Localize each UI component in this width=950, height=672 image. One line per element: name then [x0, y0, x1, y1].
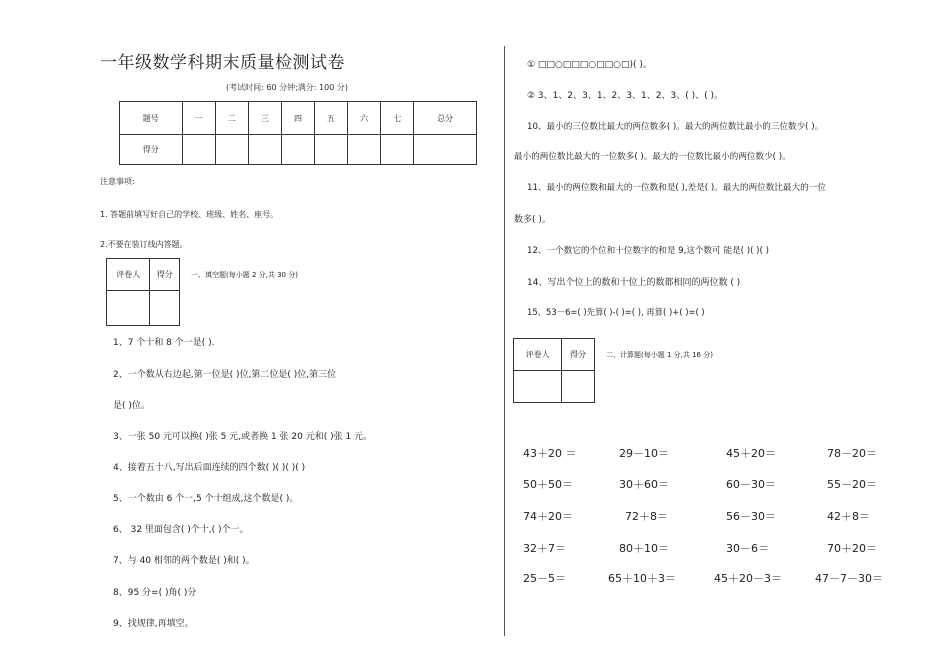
grader-box — [106, 258, 180, 326]
question: 6、 32 里面包含( )个十,( )个一。 — [113, 525, 249, 535]
question: 1、7 个十和 8 个一是( ). — [113, 338, 215, 348]
calc-item: 65＋10＋3＝ — [608, 572, 676, 585]
score-table-header-cell: 二 — [215, 102, 248, 135]
score-cell[interactable] — [315, 135, 348, 165]
calc-item: 43＋20 ＝ — [523, 447, 577, 460]
calc-item: 32＋7＝ — [523, 542, 566, 555]
score-table-header-cell: 题号 — [120, 102, 183, 135]
grader-label: 评卷人 — [514, 339, 562, 371]
note-item: 2.不要在装订线内答题。 — [100, 240, 188, 249]
calc-item: 45＋20－3＝ — [714, 572, 782, 585]
calc-item: 70＋20＝ — [827, 542, 877, 555]
grader-score-cell[interactable] — [562, 371, 595, 403]
grader-cell[interactable] — [107, 291, 150, 326]
question: ① □□○□□□○□□○□)( )。 — [527, 60, 652, 70]
calc-item: 60－30＝ — [726, 478, 776, 491]
score-table-header-cell: 三 — [248, 102, 281, 135]
grader-score-cell[interactable] — [150, 291, 180, 326]
calc-item: 80＋10＝ — [619, 542, 669, 555]
question: 11、最小的两位数和最大的一位数和是( ),差是( )。最大的两位数比最大的一位 — [527, 183, 826, 193]
calc-item: 45＋20＝ — [726, 447, 776, 460]
question: 2、一个数从右边起,第一位是( )位,第二位是( )位,第三位 — [113, 370, 337, 380]
score-cell[interactable] — [182, 135, 215, 165]
calc-item: 30＋60＝ — [619, 478, 669, 491]
question: ② 3、1、2、3、1、2、3、1、2、3、( )、( )。 — [527, 91, 723, 101]
question: 4、接着五十八,写出后面连续的四个数( )( )( )( ) — [113, 463, 306, 473]
calc-item: 72＋8＝ — [625, 510, 668, 523]
calc-item: 55－20＝ — [827, 478, 877, 491]
calc-item: 30－6＝ — [726, 542, 769, 555]
question: 15、53－6=( )先算( )-( )=( ), 再算( )+( )=( ) — [527, 307, 705, 317]
note-item: 1. 答题前填写好自己的学校、班级、姓名、座号。 — [100, 210, 279, 219]
score-cell[interactable] — [281, 135, 314, 165]
score-cell[interactable] — [414, 135, 477, 165]
score-cell[interactable] — [248, 135, 281, 165]
calc-item: 74＋20＝ — [523, 510, 573, 523]
calc-item: 50＋50＝ — [523, 478, 573, 491]
grader-label: 评卷人 — [107, 259, 150, 291]
question: 8、95 分=( )角( )分 — [113, 588, 197, 598]
score-table-header-cell: 四 — [281, 102, 314, 135]
question: 14、写出个位上的数和十位上的数都相同的两位数 ( ) — [527, 278, 741, 288]
exam-info: (考试时间: 60 分钟;满分: 100 分) — [226, 83, 348, 92]
question: 是( )位。 — [113, 401, 150, 411]
score-table-score-label: 得分 — [120, 135, 183, 165]
score-table — [119, 101, 477, 165]
grader-box — [513, 338, 595, 403]
calc-item: 47－7－30＝ — [815, 572, 883, 585]
calc-item: 78－20＝ — [827, 447, 877, 460]
calc-item: 25－5＝ — [523, 572, 566, 585]
score-cell[interactable] — [348, 135, 381, 165]
score-table-header-cell: 五 — [315, 102, 348, 135]
notes-heading: 注意事项: — [100, 177, 135, 186]
question: 3、一张 50 元可以换( )张 5 元,或者换 1 张 20 元和( )张 1 元。 — [113, 432, 373, 442]
score-table-header-cell: 六 — [348, 102, 381, 135]
section-title: 一、填空题(每小题 2 分,共 30 分) — [191, 271, 298, 279]
calc-item: 42＋8＝ — [827, 510, 870, 523]
column-divider — [504, 46, 505, 636]
grader-score-label: 得分 — [150, 259, 180, 291]
score-table-header-cell: 七 — [381, 102, 414, 135]
question: 5、一个数由 6 个一,5 个十组成,这个数是( )。 — [113, 494, 299, 504]
question: 7、与 40 相邻的两个数是( )和( )。 — [113, 556, 255, 566]
grader-score-label: 得分 — [562, 339, 595, 371]
question: 数多( )。 — [514, 215, 551, 225]
question: 最小的两位数比最大的一位数多( )。最大的一位数比最小的两位数少( )。 — [514, 152, 791, 162]
question: 10、最小的三位数比最大的两位数多( )。最大的两位数比最小的三位数少( )。 — [527, 122, 824, 132]
score-table-header-cell: 一 — [182, 102, 215, 135]
grader-cell[interactable] — [514, 371, 562, 403]
page-title: 一年级数学科期末质量检测试卷 — [100, 53, 345, 73]
calc-item: 29－10＝ — [619, 447, 669, 460]
section-title: 二、计算题(每小题 1 分,共 16 分) — [606, 351, 713, 359]
question: 12、一个数它的个位和十位数字的和是 9,这个数可 能是( )( )( ) — [527, 246, 769, 256]
score-cell[interactable] — [215, 135, 248, 165]
score-cell[interactable] — [381, 135, 414, 165]
calc-item: 56－30＝ — [726, 510, 776, 523]
question: 9、找规律,再填空。 — [113, 619, 194, 629]
score-table-header-cell: 总分 — [414, 102, 477, 135]
